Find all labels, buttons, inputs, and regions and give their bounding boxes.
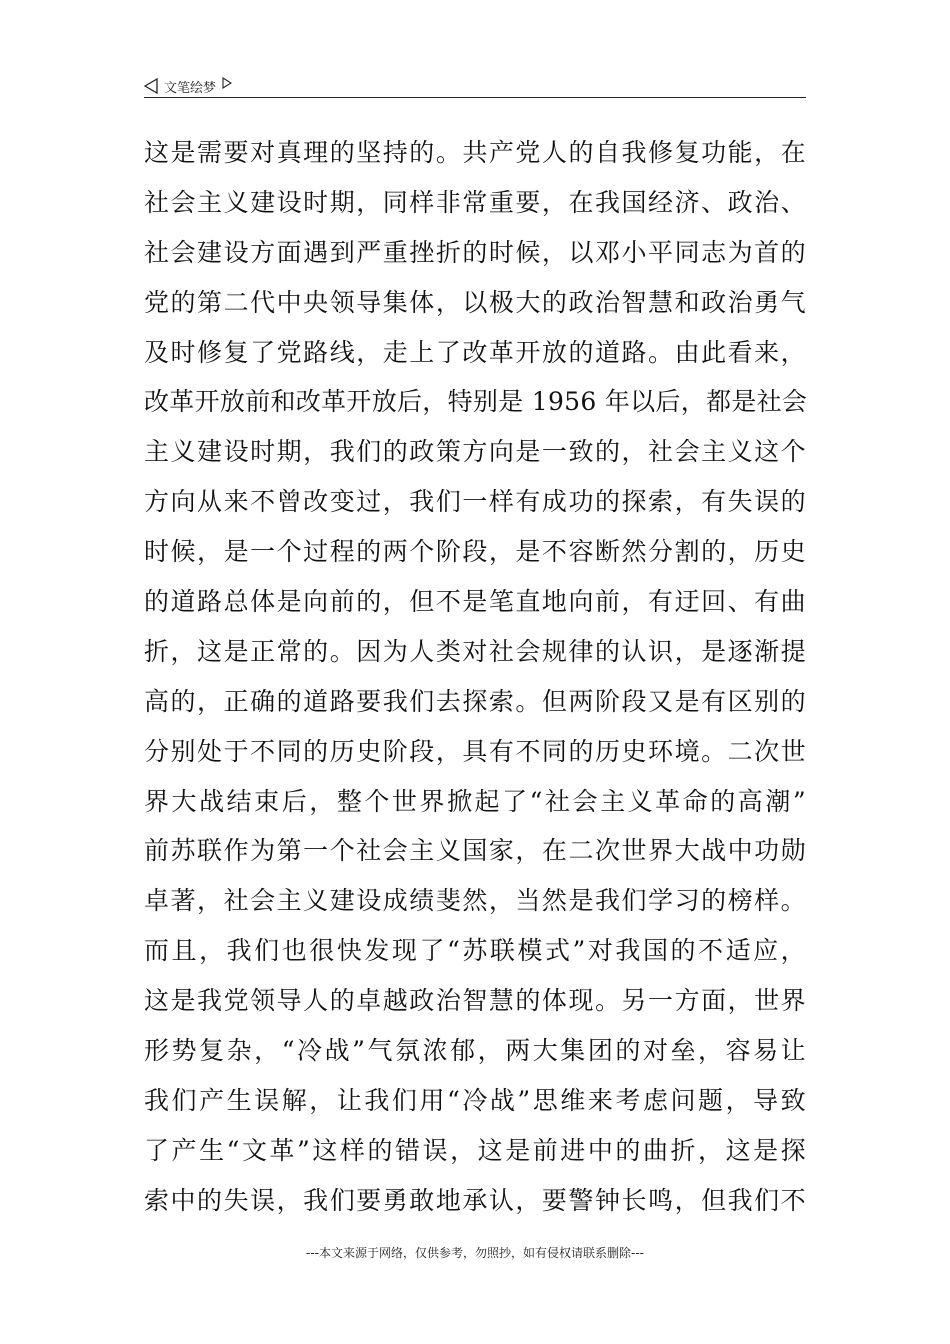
header-divider: [144, 97, 806, 98]
text-line: 我们产生误解，让我们用“冷战”思维来考虑问题，导致: [144, 1085, 806, 1115]
text-line: 时候，是一个过程的两个阶段，是不容断然分割的，历史: [144, 537, 806, 567]
text-line: 界大战结束后，整个世界掀起了“社会主义革命的高潮”: [144, 786, 806, 816]
triangle-right-outline-icon: [222, 77, 232, 89]
text-line: 前苏联作为第一个社会主义国家，在二次世界大战中功勋: [144, 836, 806, 866]
text-line: 索中的失误，我们要勇敢地承认，要警钟长鸣，但我们不: [144, 1185, 806, 1215]
text-line: 这是需要对真理的坚持的。共产党人的自我修复功能，在: [144, 138, 806, 167]
text-line: 卓著，社会主义建设成绩斐然，当然是我们学习的榜样。: [144, 886, 806, 916]
text-line: 及时修复了党路线，走上了改革开放的道路。由此看来，: [144, 337, 806, 367]
text-line: 而且，我们也很快发现了“苏联模式”对我国的不适应，: [144, 936, 806, 966]
document-body: [144, 128, 806, 1226]
text-line: 高的，正确的道路要我们去探索。但两阶段又是有区别的: [144, 686, 806, 716]
text-line: 的道路总体是向前的，但不是笔直地向前，有迂回、有曲: [144, 587, 806, 617]
text-line: 社会建设方面遇到严重挫折的时候，以邓小平同志为首的: [144, 237, 806, 267]
text-line: 党的第二代中央领导集体，以极大的政治智慧和政治勇气: [144, 287, 806, 317]
text-line: 方向从来不曾改变过，我们一样有成功的探索，有失误的: [144, 487, 806, 517]
text-line: 社会主义建设时期，同样非常重要，在我国经济、政治、: [144, 187, 806, 217]
text-line: 形势复杂，“冷战”气氛浓郁，两大集团的对垒，容易让: [144, 1036, 806, 1066]
text-line: 改革开放前和改革开放后，特别是 1956 年以后，都是社会: [144, 387, 808, 417]
header-title: 文笔绘梦: [164, 80, 217, 96]
triangle-left-outline-icon: [144, 78, 158, 94]
text-line: 主义建设时期，我们的政策方向是一致的，社会主义这个: [144, 437, 806, 467]
text-line: 了产生“文革”这样的错误，这是前进中的曲折，这是探: [144, 1135, 806, 1165]
text-line: 这是我党领导人的卓越政治智慧的体现。另一方面，世界: [144, 986, 806, 1016]
page-footer: ---本文来源于网络，仅供参考，勿照抄，如有侵权请联系删除---: [306, 1246, 644, 1260]
text-line: 折，这是正常的。因为人类对社会规律的认识，是逐渐提: [144, 636, 806, 666]
page-header: [144, 74, 806, 98]
text-line: 分别处于不同的历史阶段，具有不同的历史环境。二次世: [144, 736, 806, 766]
